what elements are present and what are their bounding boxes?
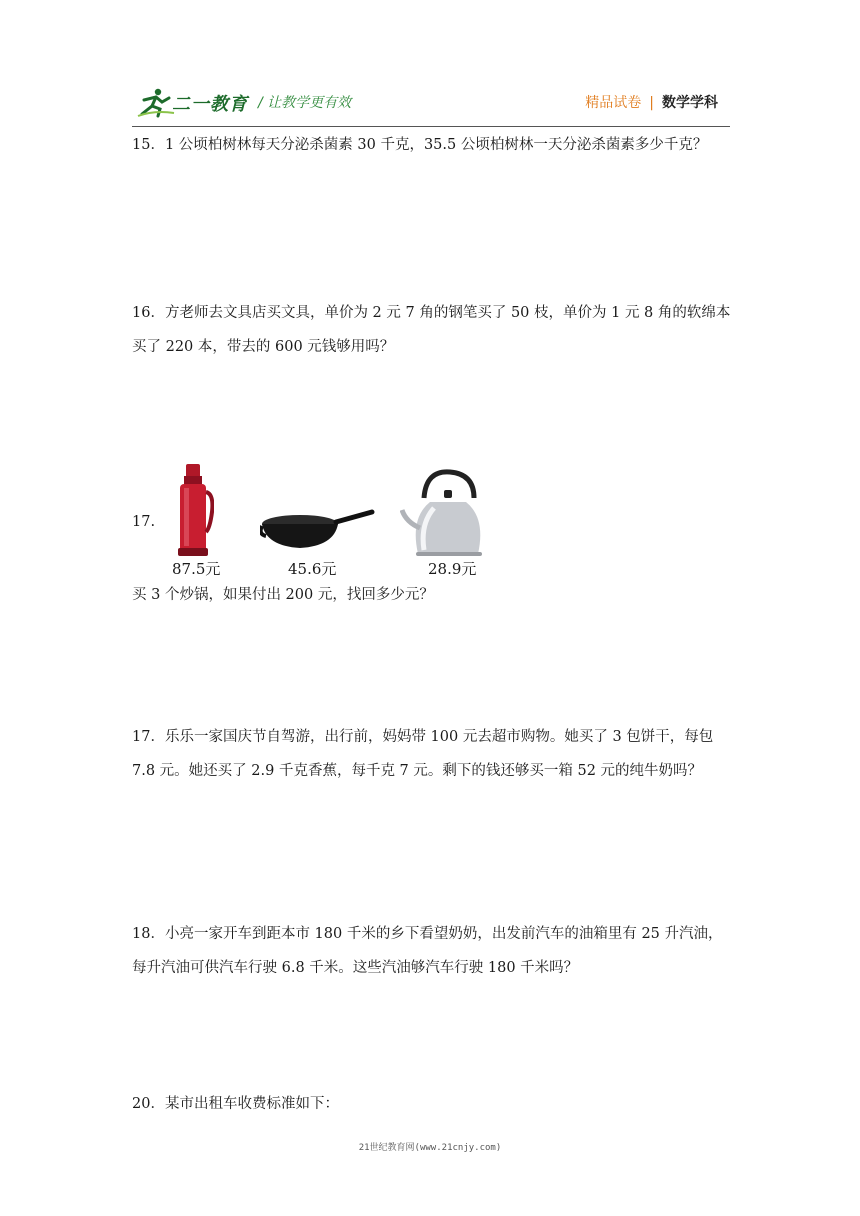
slogan: / 让教学更有效 (258, 95, 352, 111)
tag-separator: | (649, 95, 654, 111)
wok-price: 45.6元 (288, 560, 337, 578)
header-divider (132, 126, 730, 127)
question-17b-line2: 7.8 元。她还买了 2.9 千克香蕉，每千克 7 元。剩下的钱还够买一箱 52 元的纯牛奶吗？ (132, 763, 703, 779)
question-20: 20．某市出租车收费标准如下： (132, 1096, 339, 1112)
question-18-line2: 每升汽油可供汽车行驶 6.8 千米。这些汽油够汽车行驶 180 千米吗？ (132, 960, 579, 976)
question-16-line2: 买了 220 本，带去的 600 元钱够用吗？ (132, 339, 395, 355)
kettle-icon (400, 468, 484, 558)
kettle-price: 28.9元 (428, 560, 477, 578)
product-images (132, 462, 492, 592)
question-17-number: 17. (132, 514, 156, 530)
wok-icon (260, 506, 376, 554)
question-18-line1: 18．小亮一家开车到距本市 180 千米的乡下看望奶奶，出发前汽车的油箱里有 25 升汽油， (132, 926, 723, 942)
question-17-text: 买 3 个炒锅，如果付出 200 元，找回多少元？ (132, 587, 434, 603)
thermos-price: 87.5元 (172, 560, 221, 578)
page-footer: 21世纪教育网(www.21cnjy.com) (358, 1143, 502, 1153)
header-tags (585, 92, 718, 112)
thermos-icon (172, 462, 214, 558)
question-17b-line1: 17．乐乐一家国庆节自驾游，出行前，妈妈带 100 元去超市购物。她买了 3 包饼干，每包 (132, 729, 714, 745)
question-15: 15．1 公顷柏树林每天分泌杀菌素 30 千克，35.5 公顷柏树林一天分泌杀菌素多少千克？ (132, 137, 708, 153)
question-16-line1: 16．方老师去文具店买文具，单价为 2 元 7 角的钢笔买了 50 枝，单价为 1 元 8 角的软绵本 (132, 305, 731, 321)
tag-math-subject: 数学学科 (662, 95, 718, 111)
runner-logo-icon (136, 86, 176, 118)
logo-text: 二一教育 (172, 94, 248, 115)
tag-quality-papers: 精品试卷 (585, 95, 642, 111)
